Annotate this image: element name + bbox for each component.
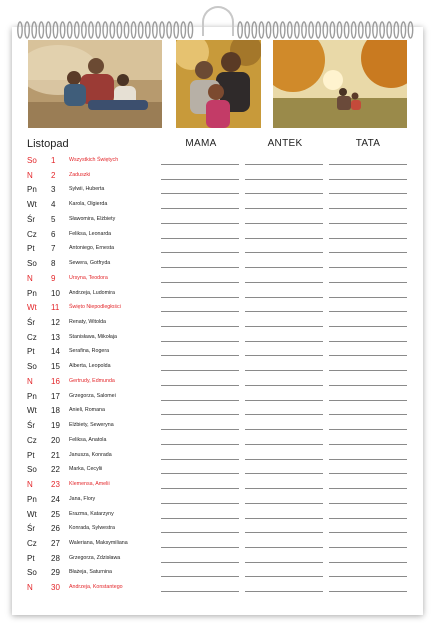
day-number: 30 <box>51 583 60 593</box>
day-number: 14 <box>51 347 60 357</box>
day-row <box>0 300 435 315</box>
name-day: Serafina, Rogera <box>69 348 110 355</box>
name-day: Błażeja, Saturnina <box>69 569 112 576</box>
antek-entry-line <box>245 503 323 504</box>
tata-entry-line <box>329 252 407 253</box>
mama-entry-line <box>161 341 239 342</box>
antek-entry-line <box>245 311 323 312</box>
tata-entry-line <box>329 326 407 327</box>
mama-entry-line <box>161 562 239 563</box>
antek-entry-line <box>245 562 323 563</box>
day-of-week: Wt <box>27 509 37 519</box>
day-number: 29 <box>51 568 60 578</box>
antek-entry-line <box>245 179 323 180</box>
antek-entry-line <box>245 193 323 194</box>
mama-entry-line <box>161 576 239 577</box>
day-of-week: Cz <box>27 332 37 342</box>
day-row <box>0 286 435 301</box>
day-row <box>0 580 435 595</box>
day-row <box>0 521 435 536</box>
antek-entry-line <box>245 547 323 548</box>
tata-entry-line <box>329 385 407 386</box>
mama-entry-line <box>161 591 239 592</box>
name-day: Gertrudy, Edmunda <box>69 377 115 384</box>
day-row <box>0 403 435 418</box>
tata-entry-line <box>329 503 407 504</box>
day-of-week: So <box>27 156 37 165</box>
day-row <box>0 565 435 580</box>
mama-entry-line <box>161 223 239 224</box>
tata-entry-line <box>329 164 407 165</box>
day-row <box>0 330 435 345</box>
day-of-week: Cz <box>27 538 37 548</box>
antek-entry-line <box>245 267 323 268</box>
tata-entry-line <box>329 179 407 180</box>
day-of-week: Pt <box>27 553 35 563</box>
name-day: Alberta, Leopolda <box>69 363 111 370</box>
day-number: 18 <box>51 406 60 416</box>
day-of-week: So <box>27 362 37 372</box>
day-of-week: N <box>27 376 33 386</box>
name-day: Erazma, Katarzyny <box>69 510 114 517</box>
mama-entry-line <box>161 518 239 519</box>
name-day: Grzegorza, Salomei <box>69 392 116 399</box>
tata-entry-line <box>329 488 407 489</box>
name-day: Konrada, Sylwestra <box>69 525 115 532</box>
day-row <box>0 197 435 212</box>
tata-entry-line <box>329 547 407 548</box>
day-number: 5 <box>51 214 56 224</box>
tata-entry-line <box>329 576 407 577</box>
day-of-week: Wt <box>27 303 37 313</box>
day-number: 12 <box>51 318 60 328</box>
antek-entry-line <box>245 532 323 533</box>
day-of-week: Wt <box>27 406 37 416</box>
antek-entry-line <box>245 459 323 460</box>
month-title: Listopad <box>27 138 69 150</box>
day-row <box>0 153 435 168</box>
mama-entry-line <box>161 488 239 489</box>
tata-entry-line <box>329 444 407 445</box>
mama-entry-line <box>161 326 239 327</box>
mama-entry-line <box>161 547 239 548</box>
day-of-week: Śr <box>27 214 35 224</box>
day-of-week: Wt <box>27 200 37 210</box>
name-day: Elżbiety, Seweryna <box>69 422 114 429</box>
day-row <box>0 182 435 197</box>
antek-entry-line <box>245 326 323 327</box>
antek-entry-line <box>245 429 323 430</box>
day-row <box>0 418 435 433</box>
name-day: Feliksa, Leonarda <box>69 230 112 237</box>
mama-entry-line <box>161 370 239 371</box>
mama-entry-line <box>161 503 239 504</box>
mama-entry-line <box>161 311 239 312</box>
mama-entry-line <box>161 459 239 460</box>
day-row <box>0 344 435 359</box>
day-row <box>0 433 435 448</box>
tata-entry-line <box>329 473 407 474</box>
day-number: 1 <box>51 156 56 165</box>
name-day: Jana, Flory <box>69 495 96 502</box>
day-row <box>0 212 435 227</box>
name-day: Święto Niepodległości <box>69 304 121 311</box>
antek-entry-line <box>245 414 323 415</box>
tata-entry-line <box>329 429 407 430</box>
antek-entry-line <box>245 282 323 283</box>
name-day: Sewera, Gotfryda <box>69 260 111 267</box>
tata-entry-line <box>329 562 407 563</box>
day-of-week: Pt <box>27 450 35 460</box>
hanger-hook <box>202 6 234 36</box>
day-of-week: So <box>27 465 37 475</box>
mama-entry-line <box>161 297 239 298</box>
name-day: Stanisława, Mikołaja <box>69 333 117 340</box>
day-number: 28 <box>51 553 60 563</box>
mama-entry-line <box>161 532 239 533</box>
day-of-week: Pn <box>27 391 37 401</box>
day-number: 4 <box>51 200 56 210</box>
mama-entry-line <box>161 238 239 239</box>
antek-entry-line <box>245 444 323 445</box>
antek-entry-line <box>245 223 323 224</box>
family-photo-2 <box>176 40 261 128</box>
day-row <box>0 389 435 404</box>
tata-entry-line <box>329 267 407 268</box>
tata-entry-line <box>329 518 407 519</box>
tata-entry-line <box>329 414 407 415</box>
day-number: 23 <box>51 480 60 490</box>
day-row <box>0 315 435 330</box>
day-number: 6 <box>51 229 56 239</box>
name-day: Marka, Cecylii <box>69 466 103 473</box>
day-of-week: Cz <box>27 229 37 239</box>
antek-entry-line <box>245 488 323 489</box>
name-day: Grzegorza, Zdzisława <box>69 554 121 561</box>
day-of-week: Śr <box>27 421 35 431</box>
day-number: 22 <box>51 465 60 475</box>
name-day: Renaty, Witolda <box>69 319 106 326</box>
day-of-week: Pn <box>27 494 37 504</box>
tata-entry-line <box>329 297 407 298</box>
name-day: Andrzeja, Ludomira <box>69 289 115 296</box>
antek-entry-line <box>245 518 323 519</box>
mama-entry-line <box>161 252 239 253</box>
day-number: 25 <box>51 509 60 519</box>
day-row <box>0 256 435 271</box>
tata-entry-line <box>329 193 407 194</box>
name-day: Karola, Olgierda <box>69 201 108 208</box>
name-day: Antoniego, Ernesta <box>69 245 115 252</box>
day-row <box>0 536 435 551</box>
tata-entry-line <box>329 459 407 460</box>
day-row <box>0 374 435 389</box>
column-header-mama: MAMA <box>185 138 217 149</box>
mama-entry-line <box>161 355 239 356</box>
mama-entry-line <box>161 164 239 165</box>
mama-entry-line <box>161 193 239 194</box>
day-row <box>0 477 435 492</box>
name-day: Wszystkich Świętych <box>69 157 119 163</box>
day-row <box>0 241 435 256</box>
name-day: Zaduszki <box>69 171 91 178</box>
day-of-week: N <box>27 480 33 490</box>
name-day: Ursyna, Teodora <box>69 274 108 281</box>
day-row <box>0 359 435 374</box>
antek-entry-line <box>245 355 323 356</box>
day-number: 17 <box>51 391 60 401</box>
day-number: 20 <box>51 435 60 445</box>
tata-entry-line <box>329 282 407 283</box>
day-number: 8 <box>51 259 56 269</box>
antek-entry-line <box>245 238 323 239</box>
day-number: 2 <box>51 170 56 180</box>
day-of-week: Śr <box>27 524 35 534</box>
name-day: Feliksa, Anatola <box>69 436 107 443</box>
mama-entry-line <box>161 429 239 430</box>
tata-entry-line <box>329 355 407 356</box>
antek-entry-line <box>245 164 323 165</box>
day-of-week: N <box>27 273 33 283</box>
day-of-week: Cz <box>27 435 37 445</box>
tata-entry-line <box>329 223 407 224</box>
mama-entry-line <box>161 400 239 401</box>
tata-entry-line <box>329 208 407 209</box>
day-row <box>0 168 435 183</box>
day-number: 9 <box>51 273 56 283</box>
antek-entry-line <box>245 385 323 386</box>
mama-entry-line <box>161 444 239 445</box>
antek-entry-line <box>245 208 323 209</box>
mama-entry-line <box>161 385 239 386</box>
day-of-week: So <box>27 568 37 578</box>
day-number: 19 <box>51 421 60 431</box>
antek-entry-line <box>245 297 323 298</box>
day-of-week: Pt <box>27 244 35 254</box>
family-photo-1 <box>28 40 162 128</box>
day-number: 24 <box>51 494 60 504</box>
day-of-week: N <box>27 170 33 180</box>
name-day: Andrzeja, Konstantego <box>69 584 123 591</box>
tata-entry-line <box>329 341 407 342</box>
tata-entry-line <box>329 311 407 312</box>
day-row <box>0 507 435 522</box>
column-header-antek: ANTEK <box>267 138 303 149</box>
tata-entry-line <box>329 238 407 239</box>
day-row <box>0 448 435 463</box>
day-row <box>0 227 435 242</box>
antek-entry-line <box>245 252 323 253</box>
antek-entry-line <box>245 473 323 474</box>
antek-entry-line <box>245 400 323 401</box>
day-number: 16 <box>51 376 60 386</box>
tata-entry-line <box>329 591 407 592</box>
day-number: 11 <box>51 303 60 313</box>
family-photo-3 <box>273 40 407 128</box>
mama-entry-line <box>161 208 239 209</box>
antek-entry-line <box>245 576 323 577</box>
day-number: 13 <box>51 332 60 342</box>
column-header-tata: TATA <box>355 138 381 149</box>
antek-entry-line <box>245 591 323 592</box>
name-day: Waleriana, Maksymiliana <box>69 539 128 546</box>
name-day: Anieli, Romana <box>69 407 105 414</box>
day-number: 7 <box>51 244 56 254</box>
name-day: Sylwii, Huberta <box>69 186 105 193</box>
tata-entry-line <box>329 370 407 371</box>
mama-entry-line <box>161 473 239 474</box>
mama-entry-line <box>161 179 239 180</box>
day-of-week: Pn <box>27 288 37 298</box>
day-of-week: Pt <box>27 347 35 357</box>
name-day: Sławomira, Elżbiety <box>69 215 116 222</box>
name-day: Klemensa, Amelii <box>69 481 110 488</box>
day-number: 3 <box>51 185 56 195</box>
day-row <box>0 551 435 566</box>
day-number: 10 <box>51 288 60 298</box>
antek-entry-line <box>245 341 323 342</box>
day-of-week: So <box>27 259 37 269</box>
day-row <box>0 271 435 286</box>
mama-entry-line <box>161 414 239 415</box>
tata-entry-line <box>329 400 407 401</box>
tata-entry-line <box>329 532 407 533</box>
day-row <box>0 462 435 477</box>
day-row <box>0 492 435 507</box>
day-number: 26 <box>51 524 60 534</box>
day-of-week: Śr <box>27 318 35 328</box>
day-of-week: N <box>27 583 33 593</box>
antek-entry-line <box>245 370 323 371</box>
day-number: 27 <box>51 538 60 548</box>
name-day: Janusza, Konrada <box>69 451 112 458</box>
day-of-week: Pn <box>27 185 37 195</box>
day-number: 15 <box>51 362 60 372</box>
day-number: 21 <box>51 450 60 460</box>
mama-entry-line <box>161 282 239 283</box>
mama-entry-line <box>161 267 239 268</box>
